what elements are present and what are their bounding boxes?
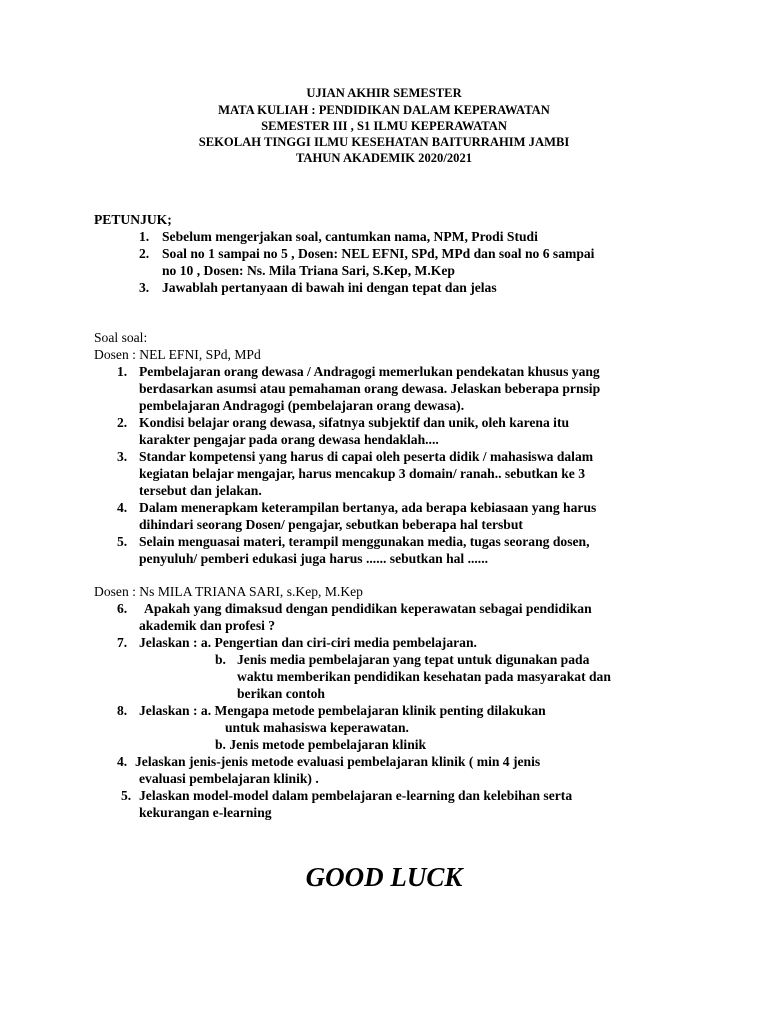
petunjuk-item-text: Sebelum mengerjakan soal, cantumkan nama, NPM, Prodi Studi bbox=[162, 229, 538, 244]
question-text: Standar kompetensi yang harus di capai oleh peserta didik / mahasiswa dalam bbox=[139, 449, 594, 464]
question-text: Dalam menerapkam keterampilan bertanya, ada berapa kebiasaan yang harus bbox=[139, 500, 597, 515]
semester-line: SEMESTER III , S1 ILMU KEPERAWATAN bbox=[261, 119, 507, 133]
question-text: Jelaskan : a. Pengertian dan ciri-ciri media pembelajaran. bbox=[139, 635, 477, 650]
question-text: evaluasi pembelajaran klinik) . bbox=[139, 771, 319, 786]
question-text: tersebut dan jelakan. bbox=[139, 483, 262, 498]
petunjuk-title: PETUNJUK; bbox=[94, 212, 172, 227]
question-text: Pembelajaran orang dewasa / Andragogi memerlukan pendekatan khusus yang bbox=[139, 364, 600, 379]
dosen-heading: Dosen : NEL EFNI, SPd, MPd bbox=[94, 347, 261, 362]
petunjuk-number: 1. bbox=[139, 229, 150, 244]
question-number: 5. bbox=[117, 534, 128, 549]
question-number: 3. bbox=[117, 449, 128, 464]
petunjuk-item-text: Soal no 1 sampai no 5 , Dosen: NEL EFNI, SPd, MPd dan soal no 6 sampai bbox=[162, 246, 595, 261]
question-text: Jelaskan model-model dalam pembelajaran e-learning dan kelebihan serta bbox=[139, 788, 573, 803]
question-text: untuk mahasiswa keperawatan. bbox=[225, 720, 409, 735]
dosen-heading: Dosen : Ns MILA TRIANA SARI, s.Kep, M.Kep bbox=[94, 584, 363, 599]
soal-title: Soal soal: bbox=[94, 330, 148, 345]
question-number: 8. bbox=[117, 703, 128, 718]
question-text: karakter pengajar pada orang dewasa hendaklah.... bbox=[139, 432, 439, 447]
petunjuk-number: 2. bbox=[139, 246, 150, 261]
question-text: berdasarkan asumsi atau pemahaman orang dewasa. Jelaskan beberapa prnsip bbox=[139, 381, 601, 396]
petunjuk-item-text: no 10 , Dosen: Ns. Mila Triana Sari, S.Kep, M.Kep bbox=[162, 263, 455, 278]
petunjuk-item-text: Jawablah pertanyaan di bawah ini dengan tepat dan jelas bbox=[162, 280, 497, 295]
question-number: 2. bbox=[117, 415, 128, 430]
question-number: 4. bbox=[117, 500, 128, 515]
sub-question-label: b. bbox=[215, 652, 226, 667]
question-text: Kondisi belajar orang dewasa, sifatnya subjektif dan unik, oleh karena itu bbox=[139, 415, 570, 430]
question-text: waktu memberikan pendidikan kesehatan pada masyarakat dan bbox=[237, 669, 611, 684]
question-text: penyuluh/ pemberi edukasi juga harus ...... sebutkan hal ...... bbox=[139, 551, 488, 566]
question-number: 4. bbox=[117, 754, 128, 769]
course-title: MATA KULIAH : PENDIDIKAN DALAM KEPERAWATAN bbox=[218, 103, 550, 117]
question-text: Jelaskan jenis-jenis metode evaluasi pembelajaran klinik ( min 4 jenis bbox=[135, 754, 541, 769]
question-text: akademik dan profesi ? bbox=[139, 618, 276, 633]
question-text: berikan contoh bbox=[237, 686, 325, 701]
question-text: Jelaskan : a. Mengapa metode pembelajaran klinik penting dilakukan bbox=[139, 703, 546, 718]
question-text: pembelajaran Andragogi (pembelajaran orang dewasa). bbox=[139, 398, 465, 413]
question-number: 7. bbox=[117, 635, 128, 650]
question-text: kekurangan e-learning bbox=[139, 805, 272, 820]
question-number: 6. bbox=[117, 601, 128, 616]
institution-line: SEKOLAH TINGGI ILMU KESEHATAN BAITURRAHIM JAMBI bbox=[198, 135, 570, 149]
academic-year-line: TAHUN AKADEMIK 2020/2021 bbox=[295, 151, 473, 165]
question-text: Selain menguasai materi, terampil menggunakan media, tugas seorang dosen, bbox=[139, 534, 590, 549]
question-number: 5. bbox=[121, 788, 132, 803]
question-text: Apakah yang dimaksud dengan pendidikan keperawatan sebagai pendidikan bbox=[144, 601, 592, 616]
closing-message: GOOD LUCK bbox=[305, 862, 463, 892]
petunjuk-number: 3. bbox=[139, 280, 150, 295]
exam-title: UJIAN AKHIR SEMESTER bbox=[306, 86, 462, 100]
question-number: 1. bbox=[117, 364, 128, 379]
question-text: dihindari seorang Dosen/ pengajar, sebutkan beberapa hal tersbut bbox=[139, 517, 523, 532]
question-text: kegiatan belajar mengajar, harus mencakup 3 domain/ ranah.. sebutkan ke 3 bbox=[139, 466, 586, 481]
question-text: b. Jenis metode pembelajaran klinik bbox=[215, 737, 427, 752]
question-text: Jenis media pembelajaran yang tepat untuk digunakan pada bbox=[237, 652, 590, 667]
